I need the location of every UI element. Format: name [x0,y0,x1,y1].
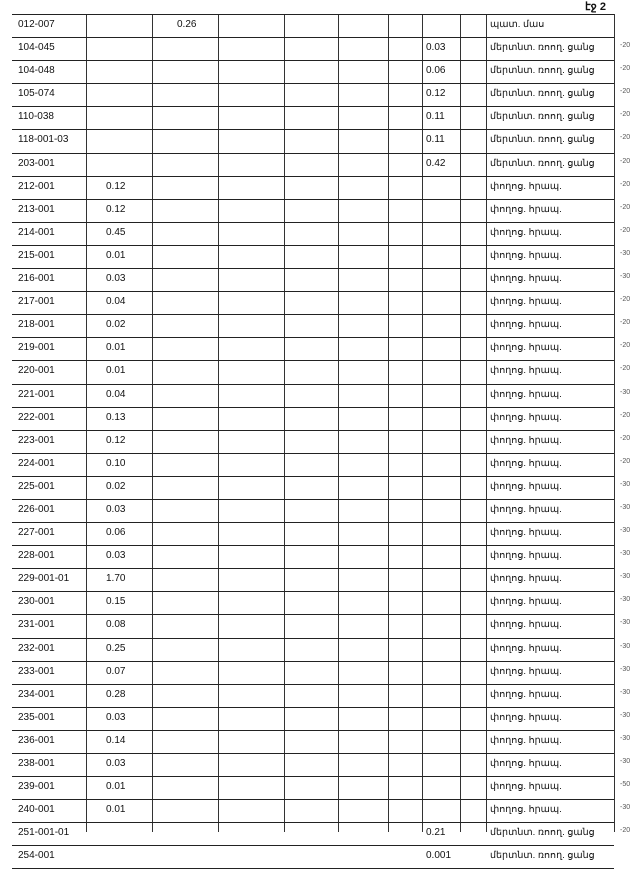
row-value-3: 0.11 [426,134,445,146]
table-row [12,708,631,731]
row-description: փողոց. հրապ. [490,203,562,215]
row-code: 110-038 [18,111,54,123]
row-code: 223-001 [18,434,55,446]
row-value-1: 0.02 [106,319,126,331]
row-description: փողոց. հրապ. [490,642,562,654]
row-code: 229-001-01 [18,573,70,585]
row-code: 236-001 [18,734,55,746]
row-mark: -20 [620,457,631,465]
row-description: մերտնտ. ռոող. ցանց [490,134,595,146]
table-row [12,754,631,777]
row-code: 104-048 [18,65,55,77]
row-description: փողոց. հրապ. [490,342,562,354]
table-row [12,385,631,408]
row-mark: -30 [620,249,631,257]
row-value-1: 0.01 [106,365,126,377]
page-number: էջ 2 [585,1,606,13]
row-code: 224-001 [18,457,55,469]
row-code: 222-001 [18,411,55,423]
table-row [12,130,631,153]
column-divider [614,14,615,832]
register-table [12,14,631,869]
row-description: մերտնտ. ռոող. ցանց [490,88,595,100]
row-value-1: 0.28 [106,688,126,700]
row-mark: -20 [620,134,631,142]
row-value-1: 0.45 [106,226,126,238]
row-description: մերտնտ. ռոող. ցանց [490,42,595,54]
table-row [12,223,631,246]
row-value-1: 0.01 [106,781,126,793]
table-row [12,454,631,477]
row-code: 232-001 [18,642,55,654]
row-mark: -30 [620,688,631,696]
table-row [12,569,631,592]
row-value-3: 0.11 [426,111,445,123]
row-mark: -30 [620,388,631,396]
table-row [12,177,631,200]
row-mark: -20 [620,319,631,327]
row-value-1: 0.25 [106,642,126,654]
row-value-1: 0.01 [106,249,126,261]
row-description: փողոց. հրապ. [490,480,562,492]
row-description: փողոց. հրապ. [490,273,562,285]
row-value-1: 0.06 [106,527,126,539]
row-description: փողոց. հրապ. [490,688,562,700]
row-value-3: 0.001 [426,850,452,862]
row-code: 238-001 [18,758,55,769]
row-description: փողոց. հրապ. [490,249,562,261]
row-mark: -30 [620,734,631,742]
row-code: 217-001 [18,296,55,308]
row-code: 227-001 [18,527,55,539]
row-description: փողոց. հրապ. [490,596,562,608]
row-value-1: 0.03 [106,758,126,769]
row-mark: -50 [620,781,631,789]
row-code: 230-001 [18,596,55,608]
table-row [12,408,631,431]
table-row [12,107,631,130]
row-mark: -30 [620,758,631,765]
row-value-1: 0.15 [106,596,126,608]
row-value-3: 0.03 [426,42,446,54]
row-mark: -30 [620,503,631,511]
row-code: 104-045 [18,42,55,54]
row-value-1: 0.04 [106,388,126,400]
row-description: փողոց. հրապ. [490,734,562,746]
row-description: փողոց. հրապ. [490,296,562,308]
row-description: մերտնտ. ռոող. ցանց [490,157,595,169]
row-code: 214-001 [18,226,55,238]
row-value-1: 0.01 [106,342,126,354]
row-code: 233-001 [18,665,55,677]
row-description: փողոց. հրապ. [490,388,562,400]
row-value-1: 0.04 [106,296,126,308]
row-description: փողոց. հրապ. [490,619,562,631]
row-description: պատ. մաս [490,19,545,30]
row-description: փողոց. հրապ. [490,434,562,446]
row-code: 225-001 [18,480,55,492]
row-value-1: 0.07 [106,665,126,677]
row-code: 215-001 [18,249,55,261]
row-mark: -30 [620,642,631,650]
row-description: մերտնտ. ռոող. ցանց [490,850,595,862]
row-value-3: 0.06 [426,65,446,77]
row-code: 226-001 [18,503,55,515]
row-code: 254-001 [18,850,55,862]
row-description: փողոց. հրապ. [490,758,562,769]
row-value-1: 0.01 [106,804,126,816]
row-description: փողոց. հրապ. [490,319,562,331]
table-row [12,477,631,500]
row-code: 218-001 [18,319,55,331]
table-row [12,246,631,269]
row-mark: -20 [620,411,631,419]
row-description: փողոց. հրապ. [490,781,562,793]
table-row [12,292,631,315]
row-description: փողոց. հրապ. [490,180,562,192]
row-mark: -30 [620,573,631,581]
table-row [12,431,631,454]
row-value-1: 0.13 [106,411,126,423]
row-code: 221-001 [18,388,55,400]
row-mark: -20 [620,180,631,188]
table-row [12,731,631,754]
row-description: մերտնտ. ռոող. ցանց [490,827,595,839]
row-value-1: 1.70 [106,573,126,585]
table-row [12,523,631,546]
row-code: 012-007 [18,19,55,30]
row-code: 235-001 [18,711,55,723]
row-description: փողոց. հրապ. [490,411,562,423]
row-value-1: 0.03 [106,273,126,285]
row-value-1: 0.12 [106,203,126,215]
table-row [12,685,631,708]
row-mark: -30 [620,711,631,719]
row-value-1: 0.08 [106,619,126,631]
row-mark: -20 [620,88,631,96]
row-mark: -30 [620,527,631,535]
row-mark: -30 [620,480,631,488]
table-row [12,154,631,177]
table-row [12,269,631,292]
row-mark: -20 [620,434,631,442]
row-value-3: 0.42 [426,157,446,169]
row-mark: -20 [620,827,631,835]
row-mark: -20 [620,342,631,350]
row-description: փողոց. հրապ. [490,226,562,238]
row-mark: -30 [620,619,631,627]
row-code: 234-001 [18,688,55,700]
table-row [12,14,614,38]
table-row [12,61,631,84]
row-description: փողոց. հրապ. [490,527,562,539]
row-value-2: 0.26 [177,19,197,30]
table-row [12,592,631,615]
row-value-1: 0.03 [106,711,126,723]
row-description: փողոց. հրապ. [490,365,562,377]
row-mark: -30 [620,550,631,558]
row-value-3: 0.21 [426,827,446,839]
row-mark: -20 [620,226,631,234]
table-row [12,338,631,361]
row-mark: -30 [620,273,631,281]
row-code: 228-001 [18,550,55,562]
table-row [12,38,631,61]
row-description: փողոց. հրապ. [490,503,562,515]
row-value-1: 0.10 [106,457,126,469]
row-value-1: 0.03 [106,550,126,562]
row-mark: -20 [620,203,631,211]
table-row [12,639,631,662]
table-row [12,84,631,107]
row-code: 213-001 [18,203,55,215]
row-mark: -30 [620,596,631,604]
row-code: 240-001 [18,804,55,816]
table-row [12,315,631,338]
table-row [12,662,631,685]
row-code: 216-001 [18,273,55,285]
row-description: փողոց. հրապ. [490,550,562,562]
row-value-1: 0.12 [106,434,126,446]
row-mark: -30 [620,804,631,812]
row-value-1: 0.02 [106,480,126,492]
table-row [12,500,631,523]
row-description: փողոց. հրապ. [490,665,562,677]
table-row [12,800,631,823]
row-mark: -20 [620,365,631,373]
row-value-1: 0.14 [106,734,126,746]
row-description: մերտնտ. ռոող. ցանց [490,65,595,77]
row-mark: -20 [620,296,631,304]
row-mark: -20 [620,42,631,50]
row-description: փողոց. հրապ. [490,804,562,816]
row-mark: -20 [620,65,631,73]
row-description: փողոց. հրապ. [490,711,562,723]
table-row [12,200,631,223]
table-row [12,615,631,638]
row-code: 251-001-01 [18,827,70,839]
row-value-1: 0.12 [106,180,126,192]
row-mark: -20 [620,157,631,165]
row-code: 212-001 [18,180,55,192]
table-row [12,846,614,869]
row-code: 203-001 [18,157,55,169]
row-mark: -20 [620,111,631,119]
row-mark: -30 [620,665,631,673]
row-code: 219-001 [18,342,55,354]
table-row [12,777,631,800]
row-code: 231-001 [18,619,55,631]
row-value-3: 0.12 [426,88,446,100]
row-description: մերտնտ. ռոող. ցանց [490,111,595,123]
row-description: փողոց. հրապ. [490,457,562,469]
row-description: փողոց. հրապ. [490,573,562,585]
row-code: 239-001 [18,781,55,793]
row-value-1: 0.03 [106,503,126,515]
row-code: 105-074 [18,88,55,100]
row-code: 118-001-03 [18,134,69,146]
row-code: 220-001 [18,365,55,377]
table-row [12,361,631,384]
table-row [12,546,631,569]
